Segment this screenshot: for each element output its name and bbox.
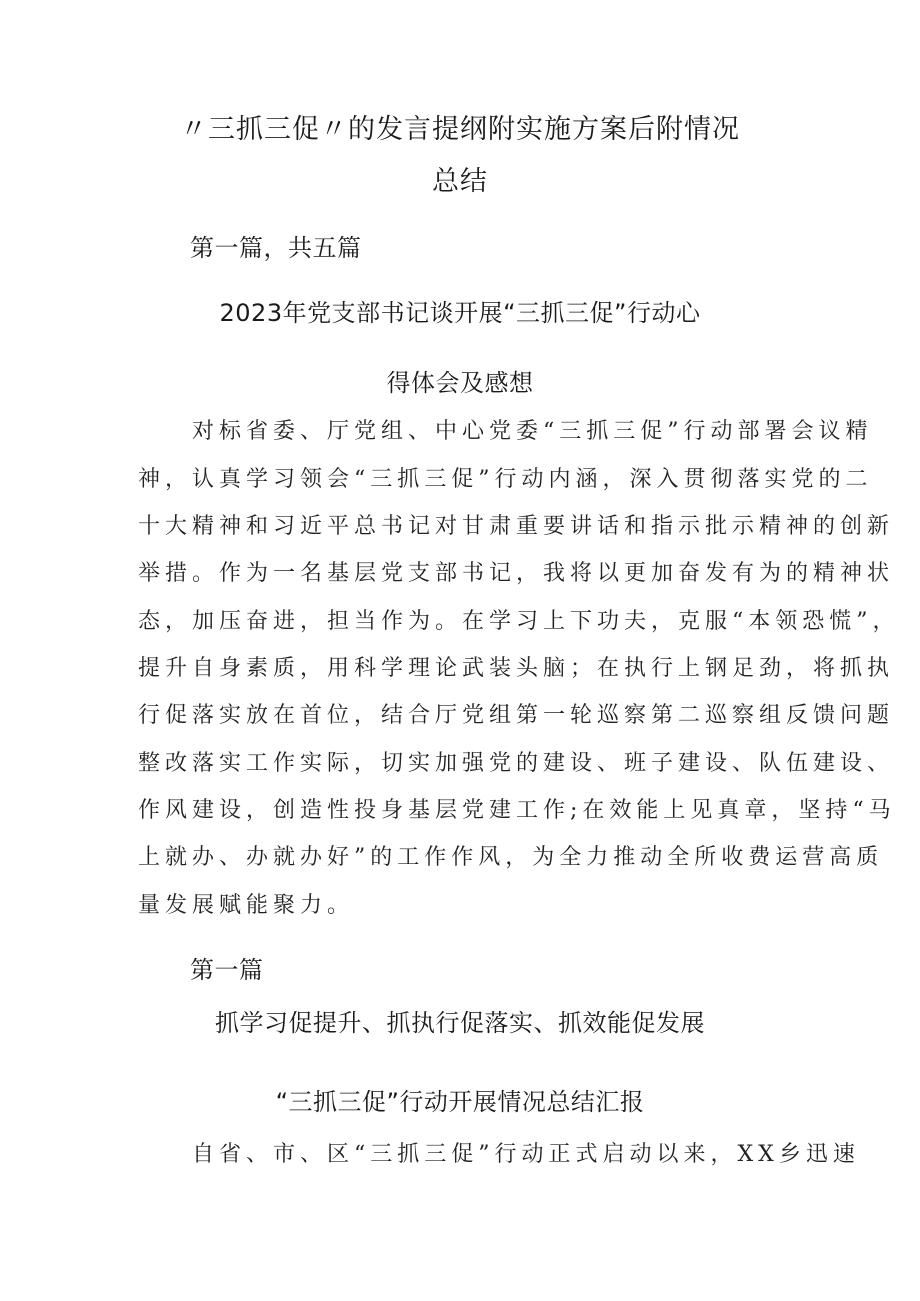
paragraph-line: 量发展赋能聚力。 [138,893,355,918]
paragraph-line: 上就办、办就办好”的工作作风，为全力推动全所收费运营高质 [138,845,884,870]
paragraph-line: 举措。作为一名基层党支部书记，我将以更加奋发有为的精神状 [138,561,895,586]
paragraph-line: 提升自身素质，用科学理论武装头脑；在执行上钢足劲，将抓执 [138,656,895,681]
paragraph-line: 自省、市、区“三抓三促”行动正式启动以来，XX乡迅速 [192,1142,860,1167]
document-title-line-2: 总结 [432,166,488,197]
section-label: 第一篇 [190,956,264,984]
paragraph-line: 整改落实工作实际，切实加强党的建设、班子建设、队伍建设、 [138,751,895,776]
paragraph-line: 态，加压奋进，担当作为。在学习上下功夫，克服“本领恐慌”， [138,609,900,634]
article-1-title-line-1: 2023年党支部书记谈开展“三抓三促”行动心 [219,299,701,327]
article-1-title-line-2: 得体会及感想 [386,369,534,397]
paragraph-line: 作风建设，创造性投身基层党建工作;在效能上见真章，坚持“马 [138,798,896,823]
paragraph-line: 神，认真学习领会“三抓三促”行动内涵，深入贯彻落实党的二 [138,467,873,492]
article-2-subtitle: 抓学习促提升、抓执行促落实、抓效能促发展 [215,1009,705,1037]
article-2-title: “三抓三促”行动开展情况总结汇报 [275,1088,645,1116]
paragraph-line: 对标省委、厅党组、中心党委“三抓三促”行动部署会议精 [192,419,873,444]
part-label: 第一篇，共五篇 [190,234,362,262]
document-title-line-1: 〃三抓三促〃的发言提纲附实施方案后附情况 [180,114,740,145]
paragraph-line: 十大精神和习近平总书记对甘肃重要讲话和指示批示精神的创新 [138,514,895,539]
paragraph-line: 行促落实放在首位，结合厅党组第一轮巡察第二巡察组反馈问题 [138,703,895,728]
